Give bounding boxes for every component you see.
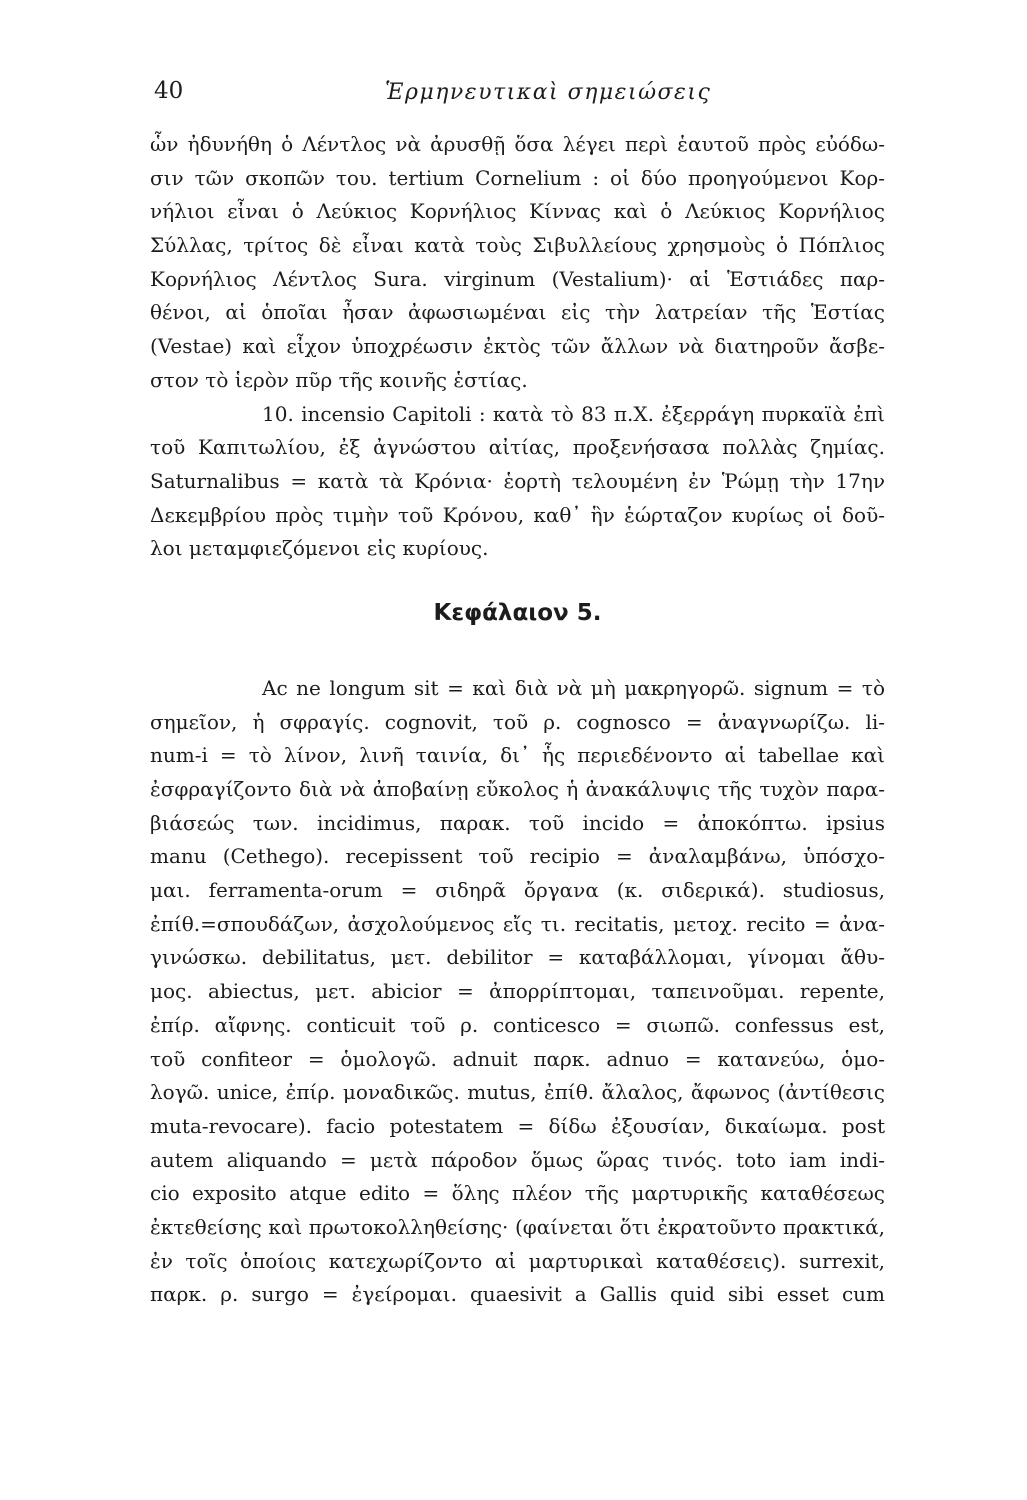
text-line: Ac ne longum sit = καὶ διὰ νὰ μὴ μακρηγορῶ. signum = τὸ <box>262 675 885 700</box>
text-line: σιν τῶν σκοπῶν του. tertium Cornelium : οἱ δύο προηγούμενοι Κορ- <box>150 165 885 190</box>
text-line: γινώσκω. debilitatus, μετ. debilitor = καταβάλλομαι, γίνομαι ἄθυ- <box>150 945 885 970</box>
text-line: (Vestae) καὶ εἶχον ὑποχρέωσιν ἐκτὸς τῶν ἄλλων νὰ διατηροῦν ἄσβε- <box>150 334 885 359</box>
text-line: νήλιοι εἶναι ὁ Λεύκιος Κορνήλιος Κίννας καὶ ὁ Λεύκιος Κορνήλιος <box>150 199 885 224</box>
text-line: σημεῖον, ἡ σφραγίς. cognovit, τοῦ ρ. cognosco = ἀναγνωρίζω. li- <box>150 709 885 734</box>
text-line: num-i = τὸ λίνον, λινῆ ταινία, δι᾽ ἧς περιεδένοντο αἱ tabellae καὶ <box>150 743 885 768</box>
text-line: παρκ. ρ. surgo = ἐγείρομαι. quaesivit a Gallis quid sibi esset cum <box>150 1282 885 1307</box>
text-line: ἐσφραγίζοντο διὰ νὰ ἀποβαίνῃ εὔκολος ἡ ἀνακάλυψις τῆς τυχὸν παρα- <box>150 777 885 801</box>
text-line: muta-revocare). facio potestatem = δίδω ἐξουσίαν, δικαίωμα. post <box>150 1113 885 1138</box>
text-line: στον τὸ ἱερὸν πῦρ τῆς κοινῆς ἑστίας. <box>150 367 528 392</box>
text-line: Σύλλας, τρίτος δὲ εἶναι κατὰ τοὺς Σιβυλλείους χρησμοὺς ὁ Πόπλιος <box>150 233 885 258</box>
text-line: ἐκτεθείσης καὶ πρωτοκολληθείσης· (φαίνεται ὅτι ἐκρατοῦντο πρακτικά, <box>150 1214 885 1239</box>
text-line: λοι μεταμφιεζόμενοι εἰς κυρίους. <box>150 536 489 561</box>
text-line: λογῶ. unice, ἐπίρ. μοναδικῶς. mutus, ἐπίθ. ἄλαλος, ἄφωνος (ἀντίθεσις <box>150 1080 885 1105</box>
text-line: manu (Cethego). recepissent τοῦ recipio = ἀναλαμβάνω, ὑπόσχο- <box>150 844 885 869</box>
text-line: θένοι, αἱ ὁποῖαι ἦσαν ἀφωσιωμέναι εἰς τὴν λατρείαν τῆς Ἑστίας <box>150 300 885 325</box>
text-line: τοῦ confiteor = ὁμολογῶ. adnuit παρκ. adnuo = κατανεύω, ὁμο- <box>150 1046 885 1071</box>
text-line: Δεκεμβρίου πρὸς τιμὴν τοῦ Κρόνου, καθ᾽ ἣν ἑώρταζον κυρίως οἱ δοῦ- <box>150 502 885 527</box>
page-body <box>150 128 885 1312</box>
text-line: ἐπίρ. αἴφνης. conticuit τοῦ ρ. conticesco = σιωπῶ. confessus est, <box>150 1012 885 1037</box>
text-line: βιάσεώς των. incidimus, παρακ. τοῦ incido = ἀποκόπτω. ipsius <box>150 810 885 835</box>
page-number: 40 <box>154 78 184 104</box>
text-line: ἐν τοῖς ὁποίοις κατεχωρίζοντο αἱ μαρτυρικαὶ καταθέσεις). surrexit, <box>150 1248 885 1273</box>
text-line: τοῦ Καπιτωλίου, ἐξ ἀγνώστου αἰτίας, προξενήσασα πολλὰς ζημίας. <box>150 435 885 460</box>
text-line: μαι. ferramenta-orum = σιδηρᾶ ὄργανα (κ. σιδερικά). studiosus, <box>150 878 885 903</box>
running-head: Ἑρμηνευτικαὶ σημειώσεις <box>385 80 712 105</box>
text-line: Κορνήλιος Λέντλος Sura. virginum (Vestalium)· αἱ Ἑστιάδες παρ- <box>150 266 885 291</box>
text-line: ἐπίθ.=σπουδάζων, ἀσχολούμενος εἴς τι. recitatis, μετοχ. recito = ἀνα- <box>150 911 885 936</box>
text-line: ὧν ἠδυνήθη ὁ Λέντλος νὰ ἀρυσθῇ ὅσα λέγει περὶ ἑαυτοῦ πρὸς εὐόδω- <box>150 132 885 156</box>
text-line: cio exposito atque edito = ὅλης πλέον τῆς μαρτυρικῆς καταθέσεως <box>150 1181 885 1206</box>
text-line: autem aliquando = μετὰ πάροδον ὅμως ὥρας τινός. toto iam indi- <box>150 1147 885 1172</box>
text-line: Saturnalibus = κατὰ τὰ Κρόνια· ἑορτὴ τελουμένη ἐν Ῥώμῃ τὴν 17ην <box>150 468 885 493</box>
chapter-block <box>150 566 885 672</box>
chapter-heading: Κεφάλαιον 5. <box>433 599 602 626</box>
text-line: μος. abiectus, μετ. abicior = ἀπορρίπτομαι, ταπεινοῦμαι. repente, <box>150 979 885 1004</box>
text-line: 10. incensio Capitoli : κατὰ τὸ 83 π.Χ. ἐξερράγη πυρκαϊὰ ἐπὶ <box>262 401 885 426</box>
